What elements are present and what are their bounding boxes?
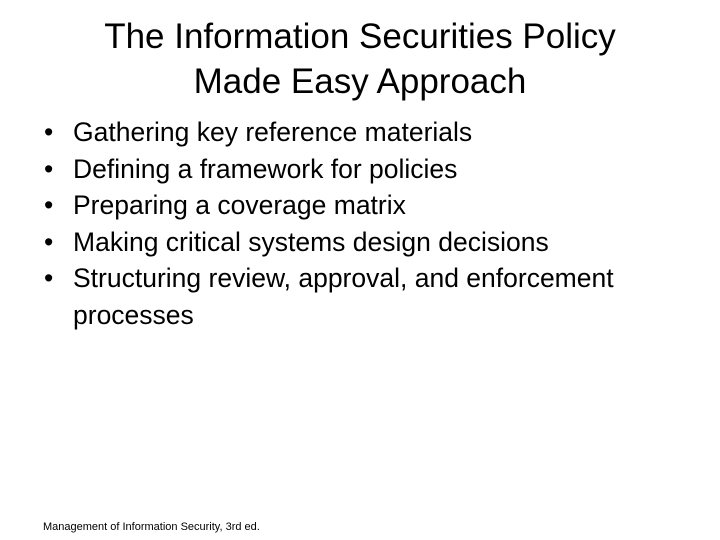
bullet-item [44,151,684,188]
bullet-text: Making critical systems design decisions [73,226,549,257]
slide-footer: Management of Information Security, 3rd ed. [43,521,260,533]
bullet-icon: • [44,226,54,257]
bullet-item [44,224,684,261]
bullet-list [44,114,684,333]
bullet-item [44,260,684,333]
bullet-icon: • [44,117,54,147]
bullet-item [44,114,684,151]
bullet-icon: • [44,190,54,220]
bullet-text: Structuring review, approval, and enforcement processes [73,263,614,330]
bullet-text: Gathering key reference materials [73,117,473,147]
bullet-item [44,187,684,224]
slide-title [36,14,684,104]
bullet-text: Preparing a coverage matrix [73,190,406,220]
bullet-icon: • [44,263,54,293]
title-line-1: The Information Securities Policy [104,17,616,56]
title-line-2: Made Easy Approach [193,62,527,101]
bullet-text: Defining a framework for policies [73,153,458,184]
bullet-icon: • [44,153,54,184]
